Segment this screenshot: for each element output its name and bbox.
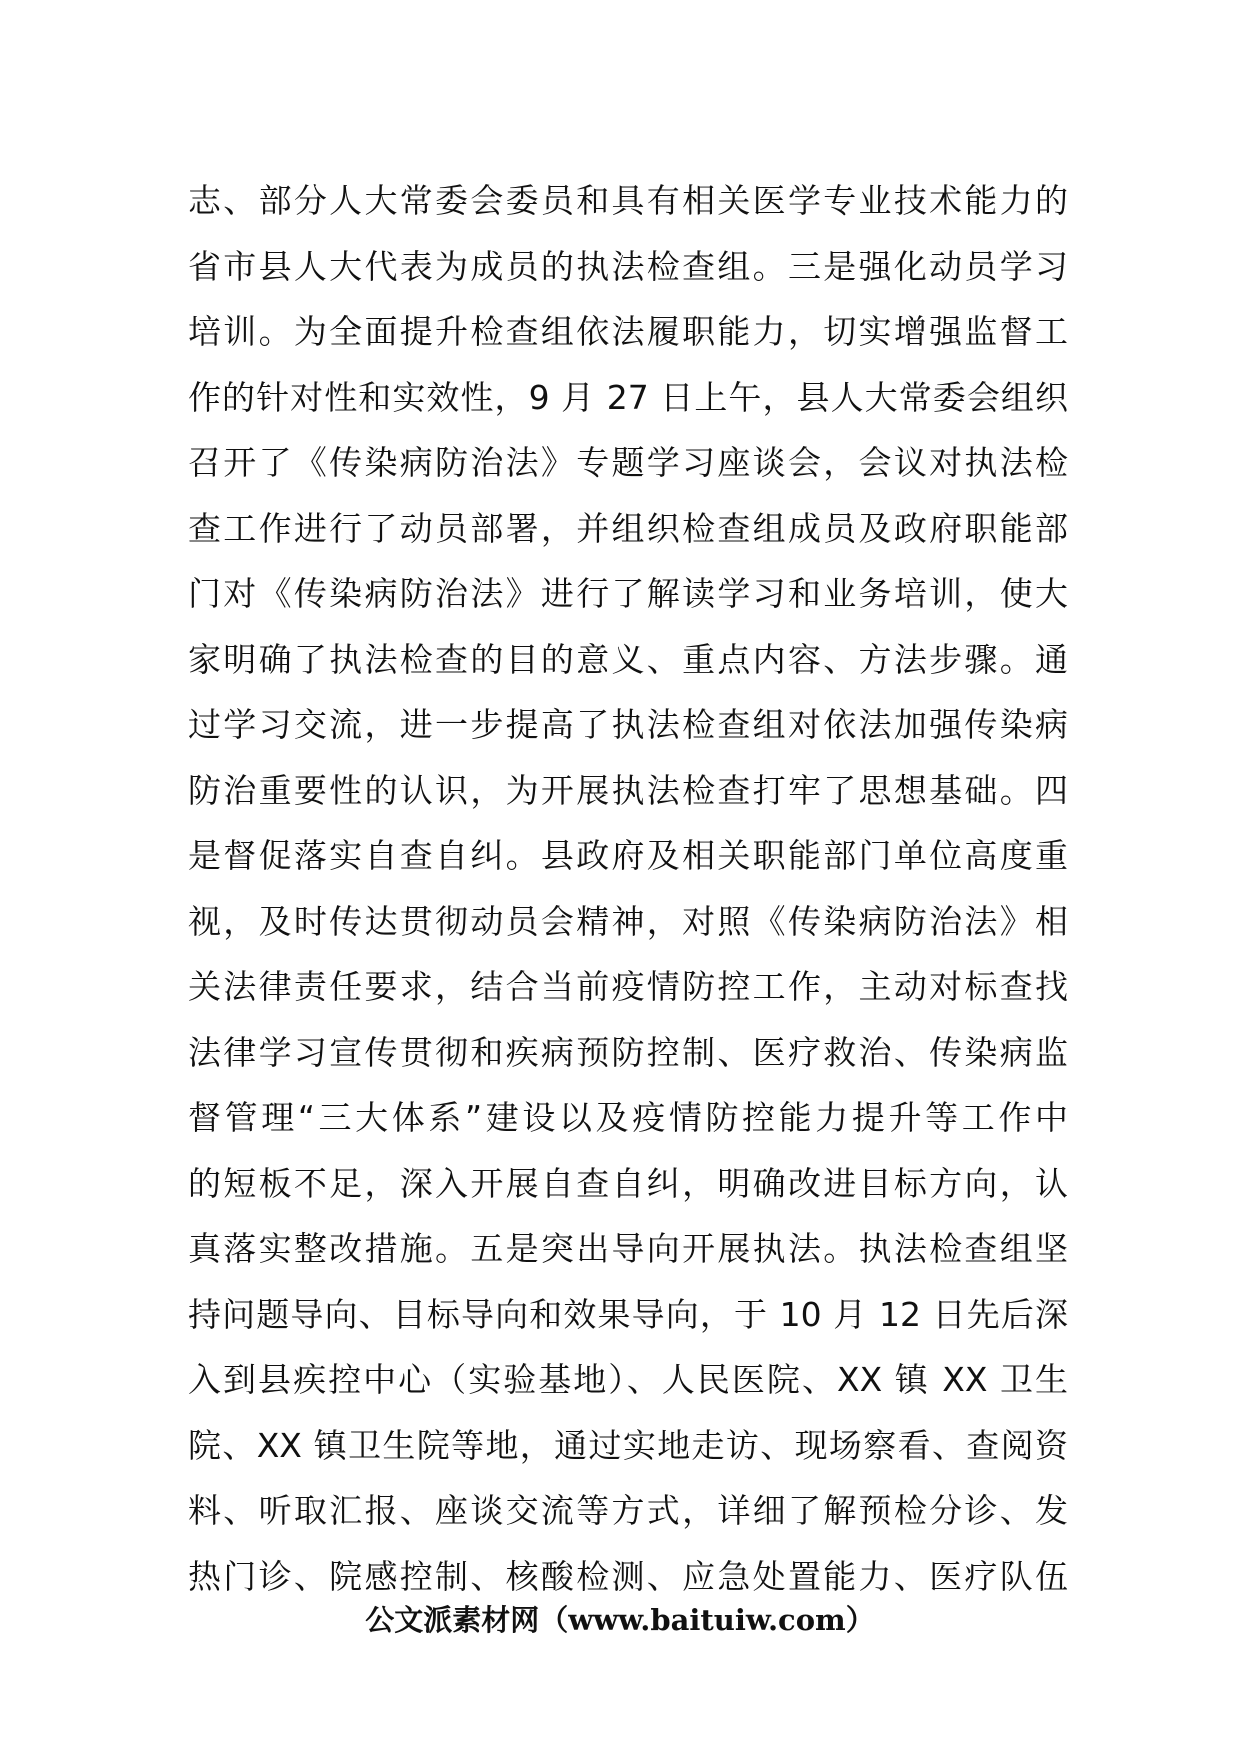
text-line: 督管理“三大体系”建设以及疫情防控能力提升等工作中 (188, 1098, 1068, 1137)
text-line: 料、听取汇报、座谈交流等方式，详细了解预检分诊、发 (188, 1491, 1068, 1530)
text-line: 家明确了执法检查的目的意义、重点内容、方法步骤。通 (188, 639, 1068, 679)
text-line: 持问题导向、目标导向和效果导向，于 10 月 12 日先后深 (188, 1294, 1068, 1334)
text-line: 入到县疾控中心（实验基地）、人民医院、XX 镇 XX 卫生 (188, 1360, 1068, 1399)
text-line: 查工作进行了动员部署，并组织检查组成员及政府职能部 (188, 508, 1068, 548)
text-line: 召开了《传染病防治法》专题学习座谈会，会议对执法检 (188, 443, 1068, 482)
text-line: 法律学习宣传贯彻和疾病预防控制、医疗救治、传染病监 (188, 1032, 1068, 1072)
text-line: 培训。为全面提升检查组依法履职能力，切实增强监督工 (188, 312, 1068, 351)
text-line: 防治重要性的认识，为开展执法检查打牢了思想基础。四 (188, 770, 1068, 810)
text-line: 省市县人大代表为成员的执法检查组。三是强化动员学习 (188, 246, 1068, 286)
text-line: 是督促落实自查自纠。县政府及相关职能部门单位高度重 (188, 836, 1068, 875)
body-text (188, 168, 1068, 1609)
footer-watermark: 公文派素材网（www.baituiw.com） (365, 1603, 875, 1637)
text-line: 门对《传染病防治法》进行了解读学习和业务培训，使大 (188, 574, 1068, 613)
text-line: 作的针对性和实效性，9 月 27 日上午，县人大常委会组织 (188, 377, 1068, 417)
text-line: 关法律责任要求，结合当前疫情防控工作，主动对标查找 (188, 967, 1068, 1006)
text-line: 热门诊、院感控制、核酸检测、应急处置能力、医疗队伍 (188, 1556, 1068, 1596)
text-line: 过学习交流，进一步提高了执法检查组对依法加强传染病 (188, 705, 1068, 744)
text-line: 的短板不足，深入开展自查自纠，明确改进目标方向，认 (188, 1163, 1068, 1203)
text-line: 志、部分人大常委会委员和具有相关医学专业技术能力的 (188, 181, 1068, 220)
text-line: 院、XX 镇卫生院等地，通过实地走访、现场察看、查阅资 (188, 1425, 1068, 1465)
text-line: 真落实整改措施。五是突出导向开展执法。执法检查组坚 (188, 1229, 1068, 1268)
text-line: 视，及时传达贯彻动员会精神，对照《传染病防治法》相 (188, 901, 1068, 941)
